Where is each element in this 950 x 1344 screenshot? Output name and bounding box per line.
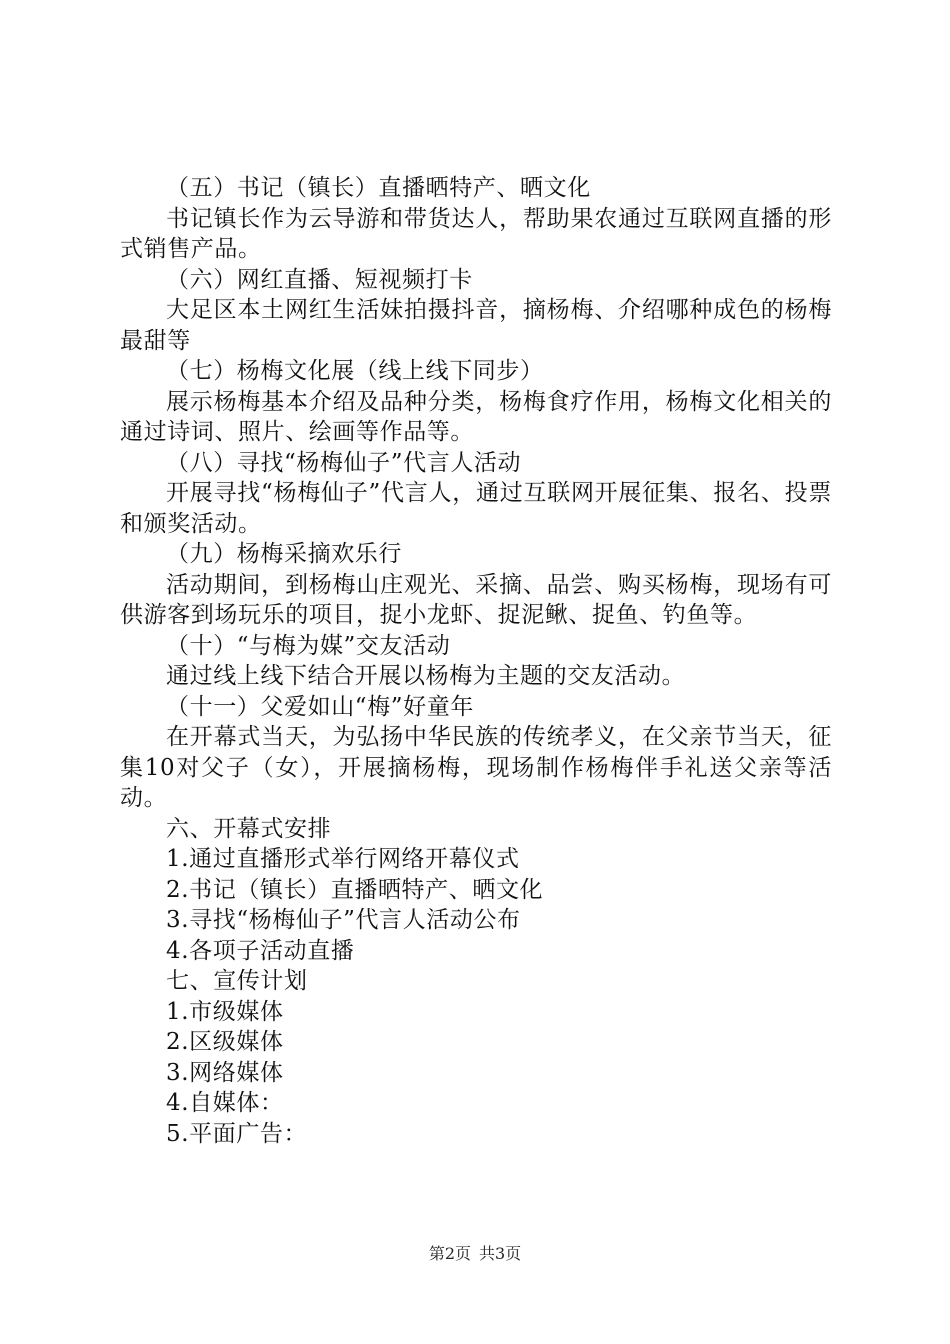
body-paragraph: 活动期间，到杨梅山庄观光、采摘、品尝、购买杨梅，现场有可供游客到场玩乐的项目，捉小龙虾、捉泥鳅、捉鱼、钓鱼等。 — [120, 571, 832, 628]
page-footer — [0, 1244, 950, 1264]
list-item: 5.平面广告： — [166, 1120, 308, 1147]
body-paragraph: 开展寻找“杨梅仙子”代言人，通过互联网开展征集、报名、投票和颁奖活动。 — [120, 480, 832, 537]
list-item: 3.寻找“杨梅仙子”代言人活动公布 — [166, 907, 521, 933]
section-heading: （九）杨梅采摘欢乐行 — [166, 541, 402, 567]
chapter-heading: 七、宣传计划 — [166, 968, 308, 994]
list-item: 4.自媒体： — [166, 1090, 284, 1116]
document-body — [120, 173, 832, 1149]
body-paragraph: 展示杨梅基本介绍及品种分类，杨梅食疗作用，杨梅文化相关的通过诗词、照片、绘画等作品等。 — [120, 388, 832, 445]
list-item: 4.各项子活动直播 — [166, 937, 355, 964]
section-heading: （十一）父爱如山“梅”好童年 — [166, 693, 474, 720]
page-total: 共3页 — [479, 1244, 522, 1263]
list-item: 1.通过直播形式举行网络开幕仪式 — [166, 846, 520, 872]
page-number: 第2页 — [428, 1244, 471, 1263]
body-paragraph: 通过线上线下结合开展以杨梅为主题的交友活动。 — [166, 663, 686, 689]
list-item: 3.网络媒体 — [166, 1059, 284, 1086]
list-item: 2.书记（镇长）直播晒特产、晒文化 — [166, 876, 544, 903]
list-item: 2.区级媒体 — [166, 1029, 284, 1055]
body-paragraph: 在开幕式当天，为弘扬中华民族的传统孝义，在父亲节当天，征集10对父子（女），开展摘杨梅，现场制作杨梅伴手礼送父亲等活动。 — [120, 724, 832, 811]
body-paragraph: 大足区本土网红生活妹拍摄抖音，摘杨梅、介绍哪种成色的杨梅最甜等 — [120, 297, 832, 354]
section-heading: （五）书记（镇长）直播晒特产、晒文化 — [166, 175, 591, 201]
section-heading: （八）寻找“杨梅仙子”代言人活动 — [166, 449, 522, 476]
chapter-heading: 六、开幕式安排 — [166, 815, 332, 842]
list-item: 1.市级媒体 — [166, 998, 284, 1025]
section-heading: （七）杨梅文化展（线上线下同步） — [166, 358, 544, 384]
section-heading: （十）“与梅为媒”交友活动 — [166, 632, 451, 659]
section-heading: （六）网红直播、短视频打卡 — [166, 266, 473, 293]
body-paragraph: 书记镇长作为云导游和带货达人，帮助果农通过互联网直播的形式销售产品。 — [120, 205, 832, 262]
